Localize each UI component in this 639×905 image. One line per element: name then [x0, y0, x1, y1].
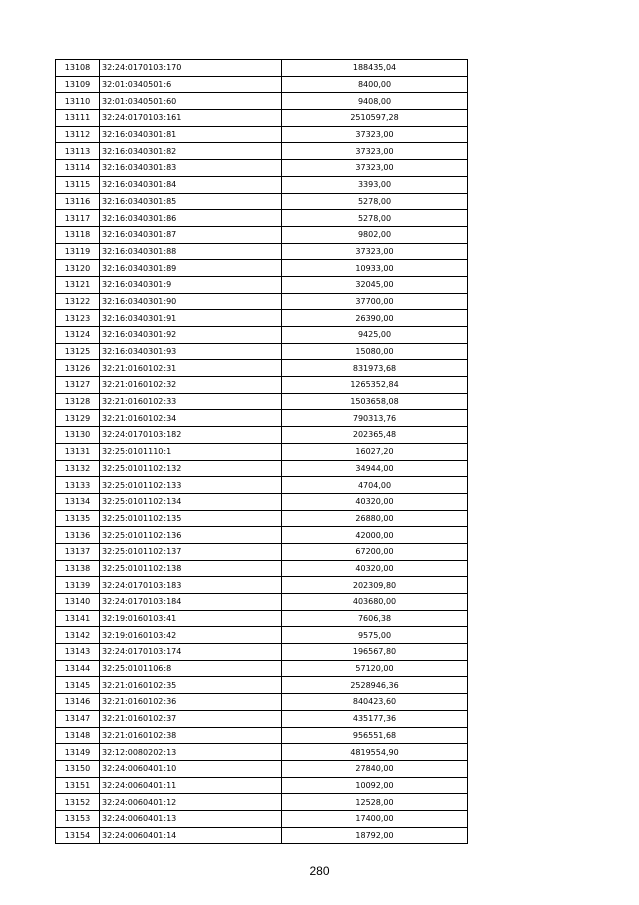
table-row — [56, 644, 468, 661]
table-row — [56, 694, 468, 711]
table-row — [56, 343, 468, 360]
row-number-cell: 13110 — [56, 93, 100, 110]
value-cell: 37700,00 — [282, 293, 468, 310]
table-row — [56, 827, 468, 844]
value-cell: 26880,00 — [282, 510, 468, 527]
row-number-cell: 13136 — [56, 527, 100, 544]
cadastral-number-cell: 32:25:0101102:138 — [100, 560, 282, 577]
table-row — [56, 527, 468, 544]
cadastral-number-cell: 32:01:0340501:6 — [100, 76, 282, 93]
value-cell: 34944,00 — [282, 460, 468, 477]
value-cell: 10092,00 — [282, 777, 468, 794]
cadastral-number-cell: 32:24:0060401:11 — [100, 777, 282, 794]
cadastral-number-cell: 32:16:0340301:89 — [100, 260, 282, 277]
value-cell: 12528,00 — [282, 794, 468, 811]
value-cell: 37323,00 — [282, 160, 468, 177]
row-number-cell: 13152 — [56, 794, 100, 811]
value-cell: 32045,00 — [282, 276, 468, 293]
value-cell: 188435,04 — [282, 60, 468, 77]
table-row — [56, 594, 468, 611]
cadastral-number-cell: 32:16:0340301:90 — [100, 293, 282, 310]
cadastral-number-cell: 32:24:0170103:161 — [100, 110, 282, 127]
cadastral-number-cell: 32:16:0340301:84 — [100, 176, 282, 193]
table-row — [56, 677, 468, 694]
row-number-cell: 13116 — [56, 193, 100, 210]
cadastral-number-cell: 32:25:0101110:1 — [100, 443, 282, 460]
table-row — [56, 427, 468, 444]
table-row — [56, 443, 468, 460]
table-row — [56, 410, 468, 427]
value-cell: 1503658,08 — [282, 393, 468, 410]
value-cell: 67200,00 — [282, 543, 468, 560]
value-cell: 790313,76 — [282, 410, 468, 427]
row-number-cell: 13143 — [56, 644, 100, 661]
table-row — [56, 777, 468, 794]
value-cell: 9425,00 — [282, 327, 468, 344]
value-cell: 435177,36 — [282, 710, 468, 727]
cadastral-number-cell: 32:16:0340301:86 — [100, 210, 282, 227]
table-row — [56, 460, 468, 477]
table-row — [56, 560, 468, 577]
value-cell: 57120,00 — [282, 660, 468, 677]
cadastral-number-cell: 32:16:0340301:81 — [100, 126, 282, 143]
value-cell: 37323,00 — [282, 143, 468, 160]
value-cell: 403680,00 — [282, 594, 468, 611]
table-row — [56, 510, 468, 527]
cadastral-number-cell: 32:24:0170103:174 — [100, 644, 282, 661]
value-cell: 9575,00 — [282, 627, 468, 644]
table-row — [56, 794, 468, 811]
cadastral-number-cell: 32:25:0101102:134 — [100, 493, 282, 510]
table-row — [56, 176, 468, 193]
cadastral-number-cell: 32:24:0170103:183 — [100, 577, 282, 594]
row-number-cell: 13122 — [56, 293, 100, 310]
value-cell: 2528946,36 — [282, 677, 468, 694]
table-row — [56, 310, 468, 327]
row-number-cell: 13120 — [56, 260, 100, 277]
cadastral-number-cell: 32:16:0340301:9 — [100, 276, 282, 293]
value-cell: 40320,00 — [282, 493, 468, 510]
table-row — [56, 577, 468, 594]
cadastral-number-cell: 32:21:0160102:37 — [100, 710, 282, 727]
row-number-cell: 13142 — [56, 627, 100, 644]
cadastral-number-cell: 32:16:0340301:93 — [100, 343, 282, 360]
table-row — [56, 610, 468, 627]
cadastral-number-cell: 32:21:0160102:36 — [100, 694, 282, 711]
row-number-cell: 13151 — [56, 777, 100, 794]
cadastral-number-cell: 32:16:0340301:88 — [100, 243, 282, 260]
row-number-cell: 13117 — [56, 210, 100, 227]
table-row — [56, 193, 468, 210]
cadastral-number-cell: 32:21:0160102:34 — [100, 410, 282, 427]
value-cell: 2510597,28 — [282, 110, 468, 127]
table-row — [56, 760, 468, 777]
table-body — [56, 60, 468, 844]
cadastral-number-cell: 32:24:0060401:10 — [100, 760, 282, 777]
cadastral-number-cell: 32:16:0340301:92 — [100, 327, 282, 344]
value-cell: 8400,00 — [282, 76, 468, 93]
value-cell: 9408,00 — [282, 93, 468, 110]
cadastral-number-cell: 32:25:0101102:136 — [100, 527, 282, 544]
cadastral-number-cell: 32:24:0170103:182 — [100, 427, 282, 444]
value-cell: 840423,60 — [282, 694, 468, 711]
row-number-cell: 13131 — [56, 443, 100, 460]
value-cell: 15080,00 — [282, 343, 468, 360]
row-number-cell: 13133 — [56, 477, 100, 494]
row-number-cell: 13147 — [56, 710, 100, 727]
table-row — [56, 260, 468, 277]
table-row — [56, 243, 468, 260]
cadastral-number-cell: 32:16:0340301:87 — [100, 226, 282, 243]
row-number-cell: 13125 — [56, 343, 100, 360]
cadastral-number-cell: 32:21:0160102:32 — [100, 377, 282, 394]
row-number-cell: 13135 — [56, 510, 100, 527]
value-cell: 16027,20 — [282, 443, 468, 460]
cadastral-number-cell: 32:21:0160102:33 — [100, 393, 282, 410]
row-number-cell: 13134 — [56, 493, 100, 510]
cadastral-number-cell: 32:24:0170103:184 — [100, 594, 282, 611]
cadastral-number-cell: 32:21:0160102:38 — [100, 727, 282, 744]
value-cell: 202309,80 — [282, 577, 468, 594]
table-row — [56, 627, 468, 644]
row-number-cell: 13111 — [56, 110, 100, 127]
row-number-cell: 13139 — [56, 577, 100, 594]
row-number-cell: 13141 — [56, 610, 100, 627]
value-cell: 4704,00 — [282, 477, 468, 494]
page-number: 280 — [309, 864, 330, 878]
value-cell: 40320,00 — [282, 560, 468, 577]
table-row — [56, 727, 468, 744]
table-row — [56, 110, 468, 127]
value-cell: 5278,00 — [282, 193, 468, 210]
table-row — [56, 327, 468, 344]
table-row — [56, 710, 468, 727]
table-row — [56, 210, 468, 227]
value-cell: 831973,68 — [282, 360, 468, 377]
value-cell: 7606,38 — [282, 610, 468, 627]
table-row — [56, 60, 468, 77]
cadastral-number-cell: 32:21:0160102:35 — [100, 677, 282, 694]
table-row — [56, 143, 468, 160]
value-cell: 4819554,90 — [282, 744, 468, 761]
table-row — [56, 160, 468, 177]
row-number-cell: 13145 — [56, 677, 100, 694]
table-row — [56, 393, 468, 410]
row-number-cell: 13130 — [56, 427, 100, 444]
value-cell: 26390,00 — [282, 310, 468, 327]
value-cell: 10933,00 — [282, 260, 468, 277]
value-cell: 18792,00 — [282, 827, 468, 844]
row-number-cell: 13127 — [56, 377, 100, 394]
row-number-cell: 13109 — [56, 76, 100, 93]
row-number-cell: 13149 — [56, 744, 100, 761]
row-number-cell: 13132 — [56, 460, 100, 477]
row-number-cell: 13108 — [56, 60, 100, 77]
row-number-cell: 13140 — [56, 594, 100, 611]
cadastral-number-cell: 32:19:0160103:42 — [100, 627, 282, 644]
table-row — [56, 377, 468, 394]
cadastral-number-cell: 32:16:0340301:82 — [100, 143, 282, 160]
row-number-cell: 13129 — [56, 410, 100, 427]
cadastral-number-cell: 32:24:0060401:14 — [100, 827, 282, 844]
table-row — [56, 810, 468, 827]
row-number-cell: 13115 — [56, 176, 100, 193]
row-number-cell: 13118 — [56, 226, 100, 243]
row-number-cell: 13123 — [56, 310, 100, 327]
row-number-cell: 13113 — [56, 143, 100, 160]
cadastral-number-cell: 32:25:0101102:133 — [100, 477, 282, 494]
value-cell: 956551,68 — [282, 727, 468, 744]
value-cell: 3393,00 — [282, 176, 468, 193]
table-row — [56, 477, 468, 494]
cadastral-number-cell: 32:25:0101106:8 — [100, 660, 282, 677]
cadastral-number-cell: 32:24:0060401:13 — [100, 810, 282, 827]
table-row — [56, 126, 468, 143]
table-row — [56, 543, 468, 560]
row-number-cell: 13121 — [56, 276, 100, 293]
value-cell: 1265352,84 — [282, 377, 468, 394]
table-row — [56, 93, 468, 110]
cadastral-number-cell: 32:25:0101102:137 — [100, 543, 282, 560]
value-cell: 196567,80 — [282, 644, 468, 661]
cadastral-number-cell: 32:19:0160103:41 — [100, 610, 282, 627]
value-cell: 202365,48 — [282, 427, 468, 444]
table-row — [56, 226, 468, 243]
row-number-cell: 13138 — [56, 560, 100, 577]
table-row — [56, 276, 468, 293]
value-cell: 9802,00 — [282, 226, 468, 243]
table-row — [56, 360, 468, 377]
table-row — [56, 744, 468, 761]
value-cell: 37323,00 — [282, 243, 468, 260]
value-cell: 27840,00 — [282, 760, 468, 777]
row-number-cell: 13112 — [56, 126, 100, 143]
row-number-cell: 13150 — [56, 760, 100, 777]
row-number-cell: 13126 — [56, 360, 100, 377]
cadastral-number-cell: 32:24:0170103:170 — [100, 60, 282, 77]
row-number-cell: 13114 — [56, 160, 100, 177]
cadastral-number-cell: 32:16:0340301:85 — [100, 193, 282, 210]
value-cell: 42000,00 — [282, 527, 468, 544]
row-number-cell: 13124 — [56, 327, 100, 344]
row-number-cell: 13128 — [56, 393, 100, 410]
table-row — [56, 493, 468, 510]
cadastral-number-cell: 32:21:0160102:31 — [100, 360, 282, 377]
table-row — [56, 660, 468, 677]
cadastral-number-cell: 32:25:0101102:135 — [100, 510, 282, 527]
row-number-cell: 13154 — [56, 827, 100, 844]
row-number-cell: 13144 — [56, 660, 100, 677]
cadastral-number-cell: 32:12:0080202:13 — [100, 744, 282, 761]
value-cell: 37323,00 — [282, 126, 468, 143]
row-number-cell: 13148 — [56, 727, 100, 744]
row-number-cell: 13146 — [56, 694, 100, 711]
cadastral-number-cell: 32:16:0340301:83 — [100, 160, 282, 177]
cadastral-number-cell: 32:16:0340301:91 — [100, 310, 282, 327]
value-cell: 17400,00 — [282, 810, 468, 827]
cadastral-number-cell: 32:25:0101102:132 — [100, 460, 282, 477]
table-row — [56, 293, 468, 310]
row-number-cell: 13137 — [56, 543, 100, 560]
cadastral-number-cell: 32:24:0060401:12 — [100, 794, 282, 811]
data-table — [55, 59, 468, 844]
row-number-cell: 13153 — [56, 810, 100, 827]
cadastral-number-cell: 32:01:0340501:60 — [100, 93, 282, 110]
value-cell: 5278,00 — [282, 210, 468, 227]
row-number-cell: 13119 — [56, 243, 100, 260]
table-row — [56, 76, 468, 93]
